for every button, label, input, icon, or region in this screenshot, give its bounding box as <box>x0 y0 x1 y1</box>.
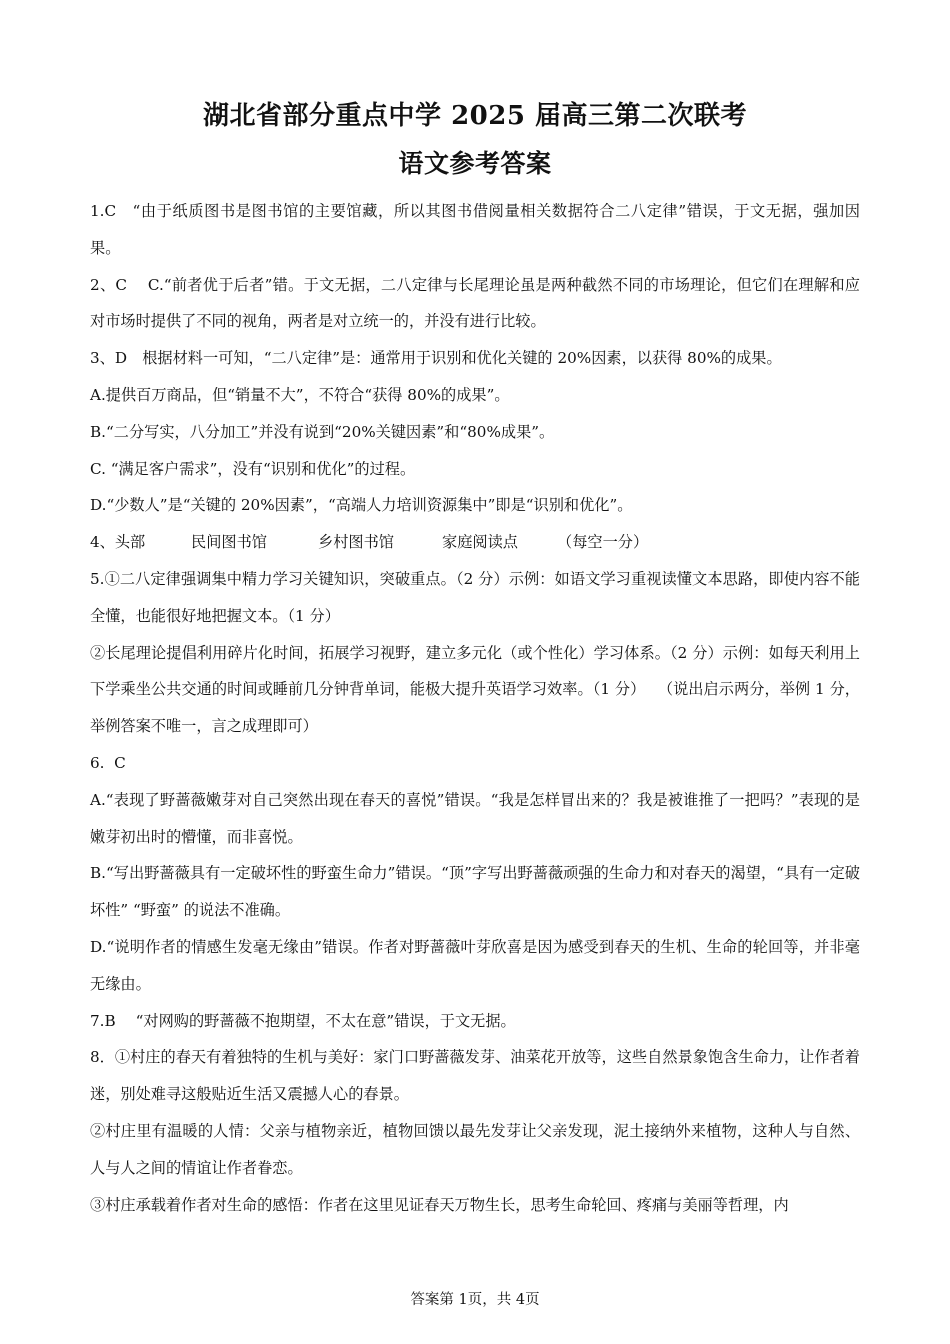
answer-q3-option-d: D.“少数人”是“关键的 20%因素”，“高端人力培训资源集中”即是“识别和优化”。 <box>90 496 633 515</box>
answer-q4-note: （每空一分） <box>557 533 649 552</box>
answer-q4 <box>90 524 860 561</box>
answer-q8-point1: 8．①村庄的春天有着独特的生机与美好：家门口野蔷薇发芽、油菜花开放等，这些自然景象饱含生命力，让作者着迷，别处难寻这般贴近生活又震撼人心的春景。 <box>90 1048 860 1104</box>
answer-q6-option-d: D.“说明作者的情感生发毫无缘由”错误。作者对野蔷薇叶芽欣喜是因为感受到春天的生机、生命的轮回等，并非毫无缘由。 <box>90 937 860 993</box>
answer-q3-option-a: A.提供百万商品，但“销量不大”，不符合“获得 80%的成果”。 <box>90 385 510 404</box>
document-subtitle: 语文参考答案 <box>398 149 552 178</box>
answer-q5-part2: ②长尾理论提倡利用碎片化时间，拓展学习视野，建立多元化（或个性化）学习体系。（2 分）示例：如每天利用上下学乘坐公共交通的时间或睡前几分钟背单词，能极大提升英语学习效率。（1 分） （说出启示两分，举例 1 分，举例答案不唯一，言之成理即可） <box>90 643 860 736</box>
answer-q4-blank-3: 家庭阅读点 <box>442 533 518 552</box>
answer-q4-blank-2: 乡村图书馆 <box>318 533 394 552</box>
answer-q4-lead: 4、头部 <box>90 533 146 552</box>
answer-q5-part1: 5.①二八定律强调集中精力学习关键知识，突破重点。（2 分）示例：如语文学习重视读懂文本思路，即使内容不能全懂，也能很好地把握文本。（1 分） <box>90 569 860 625</box>
answer-q3-option-b: B.“二分写实，八分加工”并没有说到“20%关键因素”和“80%成果”。 <box>90 422 555 441</box>
answer-q2: 2、C C.“前者优于后者”错。于文无据，二八定律与长尾理论虽是两种截然不同的市场理论，但它们在理解和应对市场时提供了不同的视角，两者是对立统一的，并没有进行比较。 <box>90 275 860 331</box>
page-footer: 答案第 1页，共 4页 <box>410 1292 540 1308</box>
answer-q8-point3: ③村庄承载着作者对生命的感悟：作者在这里见证春天万物生长，思考生命轮回、疼痛与美丽等哲理，内 <box>90 1195 789 1214</box>
document-title: 湖北省部分重点中学 2025 届高三第二次联考 <box>203 101 747 131</box>
answer-q7: 7.B “对网购的野蔷薇不抱期望，不太在意”错误，于文无据。 <box>90 1011 516 1030</box>
answer-q3: 3、D 根据材料一可知，“二八定律”是：通常用于识别和优化关键的 20%因素，以获得 80%的成果。 <box>90 349 782 368</box>
answer-q6-option-b: B.“写出野蔷薇具有一定破坏性的野蛮生命力”错误。“顶”字写出野蔷薇顽强的生命力和对春天的渴望，“具有一定破坏性” “野蛮” 的说法不准确。 <box>90 864 860 920</box>
answer-q6: 6. C <box>90 753 126 772</box>
answer-q1: 1.C “由于纸质图书是图书馆的主要馆藏，所以其图书借阅量相关数据符合二八定律”错误，于文无据，强加因果。 <box>90 202 860 257</box>
answer-q8-point2: ②村庄里有温暖的人情：父亲与植物亲近，植物回馈以最先发芽让父亲发现，泥土接纳外来植物，这种人与自然、人与人之间的情谊让作者眷恋。 <box>90 1121 860 1177</box>
answer-q4-blank-1: 民间图书馆 <box>191 533 267 552</box>
answer-q3-option-c: C. “满足客户需求”，没有“识别和优化”的过程。 <box>90 459 416 478</box>
answer-body <box>90 193 860 1223</box>
answer-q6-option-a: A.“表现了野蔷薇嫩芽对自己突然出现在春天的喜悦”错误。“我是怎样冒出来的？我是被谁推了一把吗？”表现的是嫩芽初出时的懵懂，而非喜悦。 <box>90 790 860 846</box>
